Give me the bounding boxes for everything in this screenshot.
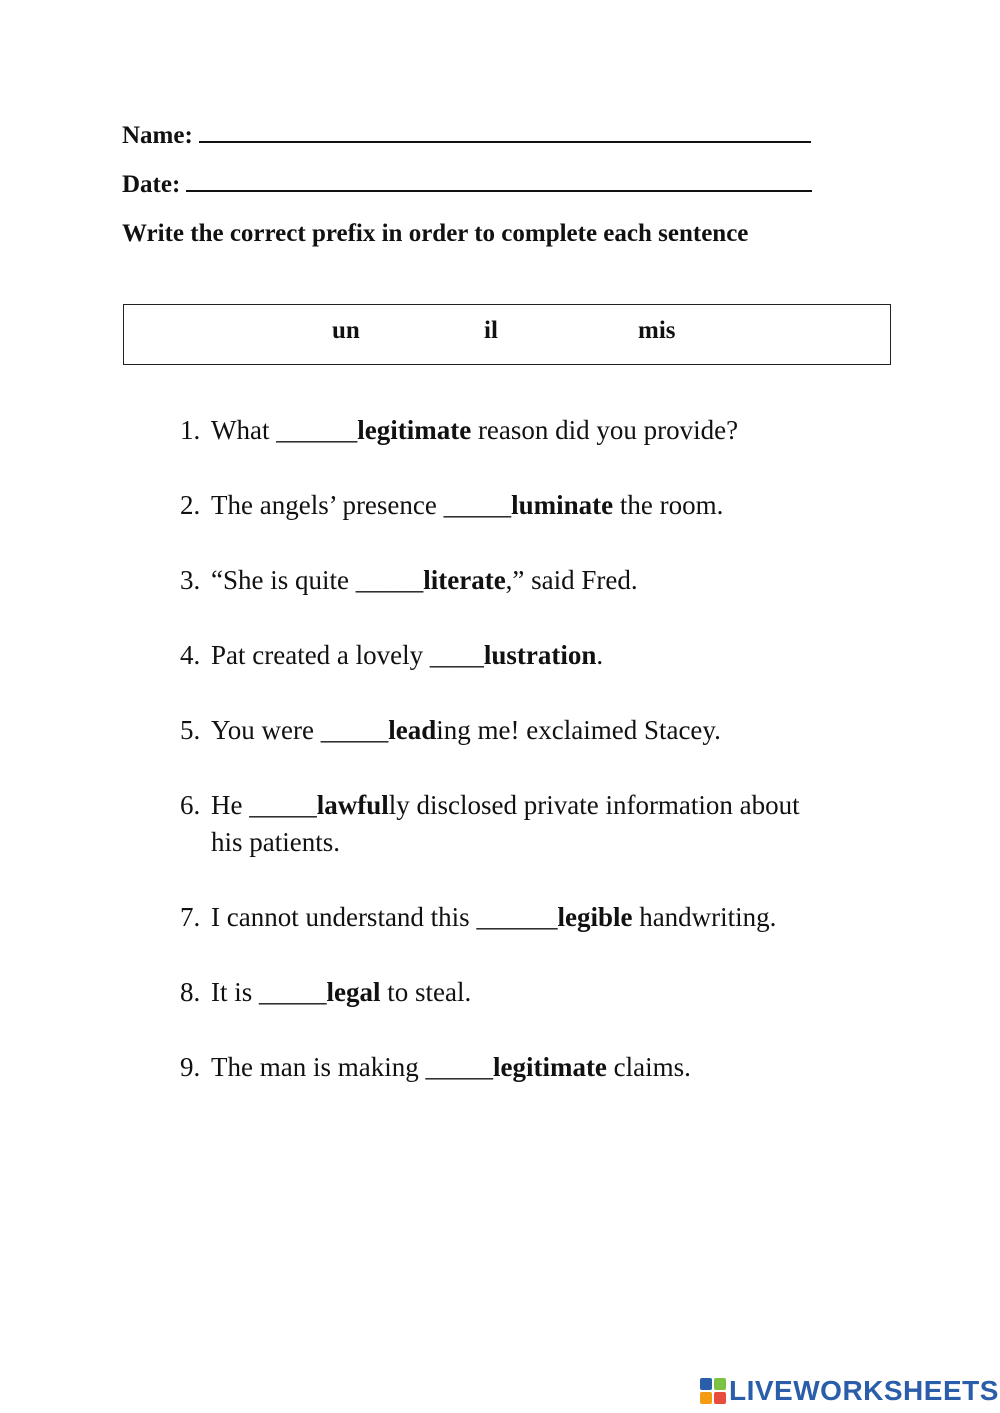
date-input-line[interactable] [186,174,812,192]
root-word: lustration [483,640,597,670]
root-word: luminate [511,490,614,520]
question-number: 2. [180,490,201,520]
question-text: claims. [606,1052,691,1082]
date-label: Date: [122,171,181,198]
question-text-continued: his patients. [211,827,340,857]
word-bank-item: il [484,317,498,344]
root-word: legal [326,977,381,1007]
question-blank[interactable]: You were _____ [211,715,389,745]
word-bank-box [123,304,891,365]
question-item [180,412,880,449]
question-blank[interactable]: The man is making _____ [211,1052,493,1082]
root-word: lead [388,715,437,745]
question-text: . [596,640,604,670]
logo-text: LIVEWORKSHEETS [729,1375,999,1406]
liveworksheets-logo[interactable] [700,1373,999,1409]
logo-tile [714,1378,726,1390]
name-field [122,122,811,150]
question-number: 3. [180,565,201,595]
question-item [180,974,880,1011]
logo-icon [700,1378,726,1404]
question-text: ,” said Fred. [505,565,638,595]
question-item [180,637,880,674]
word-bank-item: un [332,317,360,344]
root-word: lawful [316,790,389,820]
question-blank[interactable]: What ______ [211,415,358,445]
root-word: legitimate [492,1052,607,1082]
logo-tile [714,1392,726,1404]
question-item [180,712,880,749]
question-text: the room. [613,490,724,520]
question-text: reason did you provide? [471,415,739,445]
question-number: 8. [180,977,201,1007]
instructions: Write the correct prefix in order to complete each sentence [122,220,749,247]
question-item [180,1049,880,1086]
question-number: 6. [180,790,201,820]
name-label: Name: [122,122,193,149]
name-input-line[interactable] [199,125,811,143]
root-word: literate [423,565,506,595]
date-field [122,171,812,199]
logo-tile [700,1392,712,1404]
question-number: 9. [180,1052,201,1082]
question-blank[interactable]: “She is quite _____ [211,565,424,595]
logo-tile [700,1378,712,1390]
word-bank-item: mis [638,317,676,344]
question-number: 7. [180,902,201,932]
root-word: legitimate [357,415,472,445]
question-text: to steal. [380,977,472,1007]
question-blank[interactable]: Pat created a lovely ____ [211,640,484,670]
root-word: legible [557,902,633,932]
question-blank[interactable]: I cannot understand this ______ [211,902,558,932]
question-number: 4. [180,640,201,670]
question-item [180,562,880,599]
question-item [180,787,880,861]
question-item [180,899,880,936]
question-text: ing me! exclaimed Stacey. [436,715,721,745]
question-item [180,487,880,524]
question-blank[interactable]: It is _____ [211,977,327,1007]
question-text: handwriting. [632,902,777,932]
question-number: 1. [180,415,201,445]
question-blank[interactable]: He _____ [211,790,317,820]
question-text: ly disclosed private information about [388,790,800,820]
question-number: 5. [180,715,201,745]
question-blank[interactable]: The angels’ presence _____ [211,490,512,520]
